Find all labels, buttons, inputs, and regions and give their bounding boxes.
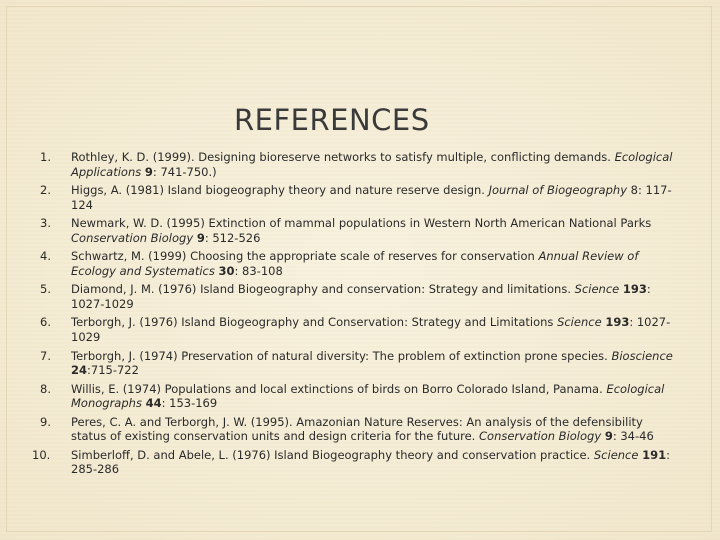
reference-item: [40, 282, 680, 311]
reference-text: Diamond, J. M. (1976) Island Biogeography and conservation: Strategy and limitations.: [71, 282, 575, 297]
reference-pages: : 34-46: [612, 429, 654, 444]
reference-item: [40, 249, 680, 278]
reference-volume: 9: [196, 230, 205, 245]
reference-text: Simberloff, D. and Abele, L. (1976) Island Biogeography theory and conservation practice.: [71, 447, 594, 462]
reference-text: Terborgh, J. (1974) Preservation of natural diversity: The problem of extinction prone species.: [71, 348, 612, 363]
reference-pages: : 83-108: [234, 263, 283, 278]
reference-number: 4.: [40, 249, 51, 264]
reference-journal: Ecological Monographs: [71, 381, 665, 411]
reference-pages: : 1027-1029: [71, 315, 671, 344]
reference-item: [40, 382, 680, 411]
reference-journal: Ecological Applications: [71, 150, 673, 179]
reference-number: 5.: [40, 282, 51, 297]
reference-text: Newmark, W. D. (1995) Extinction of mammal populations in Western North American National Parks: [71, 216, 652, 231]
reference-pages: : 1027-1029: [71, 282, 651, 311]
reference-text: Rothley, K. D. (1999). Designing bioreserve networks to satisfy multiple, conflicting demands.: [71, 150, 615, 164]
reference-item: [40, 216, 680, 245]
reference-volume: 191: [642, 447, 667, 462]
reference-journal: Bioscience: [611, 348, 673, 363]
reference-journal: Annual Review of Ecology and Systematics: [71, 249, 639, 278]
reference-list: [32, 150, 680, 481]
reference-pages: : 153-169: [161, 396, 218, 411]
reference-pages: : 512-526: [204, 230, 261, 245]
reference-item: [40, 415, 680, 444]
reference-text: Willis, E. (1974) Populations and local extinctions of birds on Borro Colorado Island, Panama.: [71, 381, 607, 396]
reference-item: [40, 183, 680, 212]
slide-title: REFERENCES: [234, 103, 430, 137]
reference-text: Peres, C. A. and Terborgh, J. W. (1995). Amazonian Nature Reserves: An analysis of the defensibility status of existing conservation units and design criteria for the future.: [71, 414, 643, 444]
reference-text: Terborgh, J. (1976) Island Biogeography and Conservation: Strategy and Limitations: [71, 315, 558, 330]
reference-item: [32, 447, 680, 477]
reference-volume: 9: [604, 429, 613, 444]
reference-pages: : 285-286: [71, 447, 671, 477]
reference-text: Schwartz, M. (1999) Choosing the appropriate scale of reserves for conservation: [71, 249, 539, 264]
reference-journal: Science: [557, 315, 602, 330]
reference-journal: Science: [593, 447, 639, 462]
reference-volume: 30: [218, 263, 235, 278]
reference-journal: Journal of Biogeography: [488, 183, 627, 198]
reference-journal: Conservation Biology: [71, 230, 194, 245]
reference-item: [40, 349, 680, 378]
reference-volume: 193: [622, 282, 647, 297]
reference-volume: 24: [71, 363, 88, 378]
reference-item: [40, 150, 680, 179]
reference-journal: Conservation Biology: [479, 429, 602, 444]
reference-pages: 8: 117-124: [71, 183, 672, 212]
reference-number: 7.: [40, 348, 51, 363]
reference-number: 8.: [40, 381, 51, 396]
reference-number: 1.: [40, 150, 51, 164]
reference-number: 10.: [32, 447, 51, 462]
reference-number: 3.: [40, 216, 51, 231]
reference-volume: 44: [145, 396, 162, 411]
reference-volume: 193: [605, 315, 630, 330]
reference-text: Higgs, A. (1981) Island biogeography theory and nature reserve design.: [71, 183, 489, 198]
reference-number: 2.: [40, 183, 51, 198]
reference-pages: : 741-750.): [152, 164, 217, 179]
reference-volume: 9: [144, 164, 153, 179]
reference-journal: Science: [574, 282, 620, 297]
reference-pages: :715-722: [87, 363, 139, 378]
reference-item: [40, 315, 680, 344]
reference-number: 9.: [40, 414, 51, 429]
reference-number: 6.: [40, 315, 51, 330]
